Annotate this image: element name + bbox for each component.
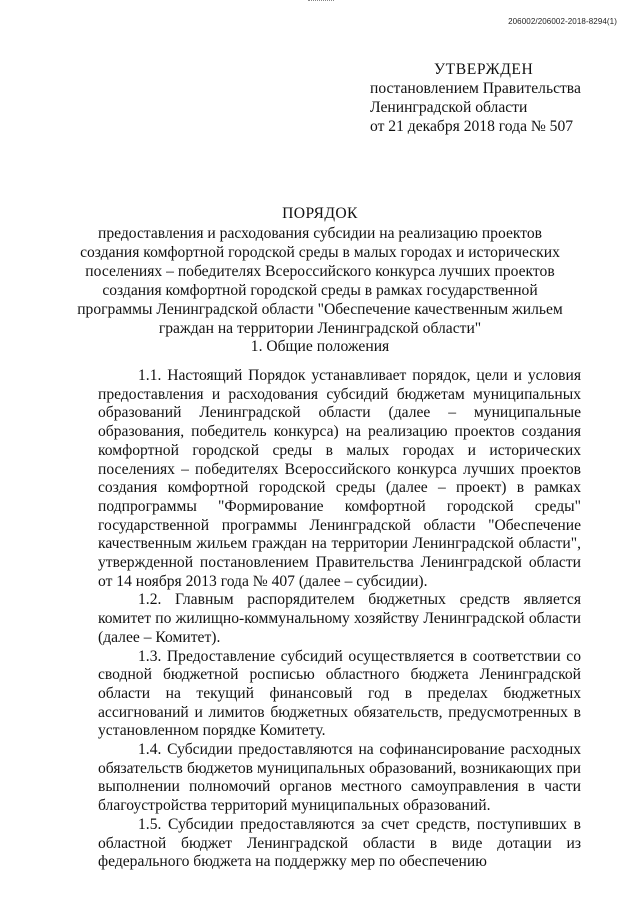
document-title (70, 204, 570, 338)
title-line: создания комфортной городской среды в малых городах и исторических (80, 244, 560, 261)
title-line: программы Ленинградской области "Обеспечение качественным жильем (77, 301, 563, 318)
scan-mark (308, 0, 334, 5)
paragraph-1-4: 1.4. Субсидии предоставляются на софинансирование расходных обязательств бюджетов муниципальных образований, возникающих при выполнении полномочий органов местного самоуправления в части благоустройства территорий муниципальных образований. (98, 741, 581, 815)
title-line: предоставления и расходования субсидии на реализацию проектов (97, 225, 543, 242)
document-id: 206002/206002-2018-8294(1) (508, 17, 617, 26)
approval-line-1: постановлением Правительства (370, 80, 581, 97)
paragraph-1-5: 1.5. Субсидии предоставляются за счет средств, поступивших в областной бюджет Ленинградской области в виде дотации из федерального бюджета на поддержку мер по обеспечению (98, 815, 581, 871)
title-main: ПОРЯДОК (282, 205, 358, 222)
paragraph-1-3: 1.3. Предоставление субсидий осуществляется в соответствии со сводной бюджетной росписью областного бюджета Ленинградской области на текущий финансовый год в пределах бюджетных ассигнований и лимитов бюджетных обязательств, предусмотренных в установленном порядке Комитету. (98, 647, 581, 740)
document-body (98, 367, 581, 872)
title-line: поселениях – победителях Всероссийского конкурса лучших проектов (85, 263, 555, 280)
paragraph-1-2: 1.2. Главным распорядителем бюджетных средств является комитет по жилищно-коммунальному хозяйству Ленинградской области (далее – Комитет). (98, 591, 581, 646)
paragraph-1-1: 1.1. Настоящий Порядок устанавливает порядок, цели и условия предоставления и расходования субсидий бюджетам муниципальных образований Ленинградской области (далее – муниципальные образования, победитель конкурса) на реализацию проектов создания комфортной городской среды в малых городах и исторических поселениях – победителях Всероссийского конкурса лучших проектов создания комфортной городской среды (далее – проект) в рамках подпрограммы "Формирование комфортной городской среды" государственной программы Ленинградской области "Обеспечение качественным жильем граждан на территории Ленинградской области", утвержденной постановлением Правительства Ленинградской области от 14 ноября 2013 года № 407 (далее – субсидии). (98, 367, 581, 590)
approval-line-2: Ленинградской области (370, 99, 528, 116)
approval-title: УТВЕРЖДЕН (434, 61, 534, 78)
approval-block (370, 60, 620, 136)
title-line: граждан на территории Ленинградской области" (158, 320, 482, 337)
section-heading: 1. Общие положения (250, 338, 390, 355)
approval-line-3: от 21 декабря 2018 года № 507 (370, 118, 574, 135)
title-line: создания комфортной городской среды в рамках государственной (102, 282, 538, 299)
